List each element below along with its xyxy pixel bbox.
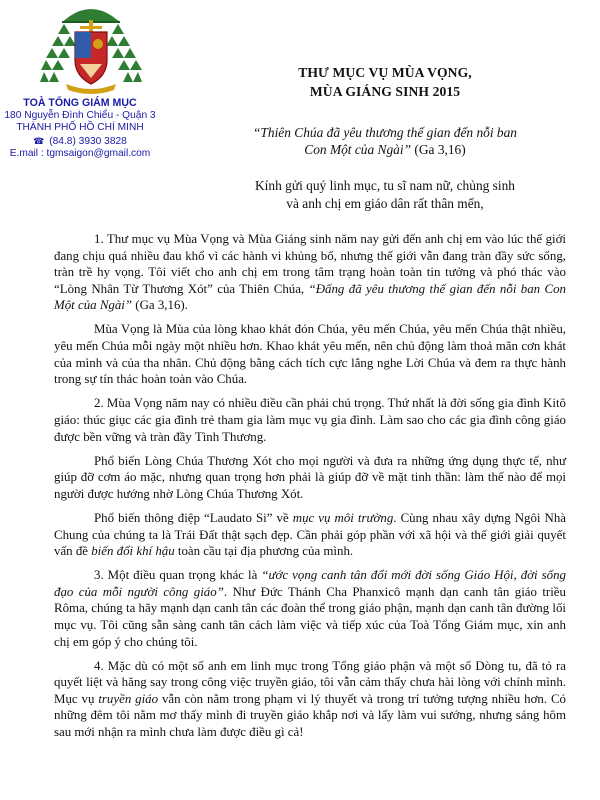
paragraph-5-text-c: toàn cầu tại địa phương của mình.	[174, 544, 354, 559]
paragraph-5-text-b: . Cùng nhau xây dựng Ngôi Nhà Chung của chúng ta là Trái Đất thật sạch đẹp. Cần phải góp phần với xã hội và thế giới giải quyết vấn đề	[54, 510, 567, 559]
paragraph-1-quote: “Đấng đã yêu thương thế gian đến nỗi ban Con Một của Ngài”	[54, 281, 566, 313]
title-line-2: MÙA GIÁNG SINH 2015	[309, 84, 461, 99]
quote-line-1: “Thiên Chúa đã yêu thương thế gian đến nỗi ban	[252, 125, 518, 140]
paragraph-4: Phổ biến Lòng Chúa Thương Xót cho mọi người và đưa ra những ứng dụng thực tế, như giúp đỡ cơm áo mặc, nhưng quan trọng hơn phải là giúp đỡ về mặt tinh thần: làm thế nào để mọi người được hướng nhờ Lòng Chúa Thương Xót.	[54, 453, 566, 501]
salutation-line-1: Kính gửi quý linh mục, tu sĩ nam nữ, chủng sinh	[255, 178, 515, 193]
paragraph-5	[54, 510, 566, 560]
quote-line-2	[205, 141, 565, 158]
email-label: E.mail :	[9, 148, 44, 160]
paragraph-5-emphasis-b: biến đổi khí hậu	[91, 544, 175, 559]
paragraph-5-emphasis-a: mục vụ môi trường	[292, 510, 394, 525]
email-address[interactable]: tgmsaigon@gmail.com	[46, 148, 151, 160]
paragraph-7-text-a: 4. Mặc dù có một số anh em linh mục trong Tổng giáo phận và một số Dòng tu, đã tỏ ra quyết liệt và hăng say trong công việc truyền giáo, tôi vẫn cảm thấy chưa hài lòng với chính mình. Mục vụ	[54, 658, 566, 706]
paragraph-5-text-a: Phổ biến thông điệp “Laudato Si” về	[94, 510, 293, 525]
quote-reference: (Ga 3,16)	[411, 142, 466, 157]
title-line-1: THƯ MỤC VỤ MÙA VỌNG,	[298, 65, 472, 80]
letter-body	[54, 231, 566, 748]
phone-line	[0, 135, 160, 149]
paragraph-1-ref: (Ga 3,16).	[132, 298, 188, 313]
address-line-1: 180 Nguyễn Đình Chiểu - Quận 3	[4, 109, 156, 121]
paragraph-6-text-b: . Như Đức Thánh Cha Phanxicô mạnh dạn canh tân giáo triều Rôma, chúng ta hãy mạnh dạn canh tân các đoàn thể trong giáo phận, mạnh dạn canh tân đường lối mục vụ. Tôi cũng sẵn sàng canh tân cách làm việc và tiếp xúc của Toà Tổng Giám mục, xin anh chị em góp ý cho chúng tôi.	[54, 584, 566, 649]
scripture-quote	[205, 124, 565, 158]
paragraph-1	[54, 231, 566, 314]
paragraph-6-text-a: 3. Một điều quan trọng khác là	[94, 568, 262, 583]
salutation	[205, 177, 565, 212]
paragraph-7	[54, 658, 566, 741]
paragraph-6	[54, 567, 566, 650]
email-line	[0, 148, 160, 161]
org-name: TOÀ TỔNG GIÁM MỤC	[23, 97, 137, 109]
telephone-icon: ☎	[33, 135, 45, 146]
archdiocese-coat-of-arms-icon	[40, 2, 142, 94]
masthead-address-block	[0, 97, 160, 161]
paragraph-6-quote: “ước vọng canh tân đổi mới đời sống Giáo Hội, đời sống đạo của mỗi người công giáo”	[54, 568, 566, 599]
paragraph-2: Mùa Vọng là Mùa của lòng khao khát đón Chúa, yêu mến Chúa, yêu mến Chúa thật nhiều, yêu mến Chúa mỗi ngày một nhiều hơn. Khao khát yêu mến, nên chủ động làm thoả mãn cơn khát của mình và của tha nhân. Chủ động bằng cách tích cực lắng nghe Lời Chúa và đem ra thực hành trong sự tín thác hoàn toàn vào Chúa.	[54, 322, 566, 387]
letter-title	[205, 63, 565, 101]
quote-line-2-text: Con Một của Ngài”	[304, 142, 412, 157]
masthead	[0, 0, 160, 175]
paragraph-7-emphasis: truyền giáo	[98, 691, 159, 706]
phone-number: (84.8) 3930 3828	[49, 135, 127, 147]
paragraph-3: 2. Mùa Vọng năm nay có nhiều điều cần phải chú trọng. Thứ nhất là đời sống gia đình Kitô giáo: thúc giục các gia đình trẻ tham gia làm mục vụ gia đình. Làm sao cho các gia đình công giáo được bền vững và tràn đầy Tình Thương.	[54, 396, 566, 444]
salutation-line-2: và anh chị em giáo dân rất thân mến,	[286, 195, 484, 211]
paragraph-1-text: 1. Thư mục vụ Mùa Vọng và Mùa Giáng sinh năm nay gửi đến anh chị em vào lúc thế giới đang chịu quá nhiều đau khổ vì các hành vi khủng bố, nhưng thế giới vẫn đang tràn đầy sức sống, tràn trề hy vọng. Tôi viết cho anh chị em trong tâm trạng hoàn toàn tin tưởng và phó thác vào “Lòng Nhân Từ Thương Xót” của Thiên Chúa,	[54, 232, 566, 296]
paragraph-7-text-b: vẫn còn nằm trong phạm vi lý thuyết và trong trí tưởng tượng nhiều hơn. Có những đêm tôi nằm mơ thấy mình đi truyền giáo khắp nơi và lấy làm vui sướng, nhưng sáng hôm sau mới nhận ra mình chưa làm được điều gì cả!	[54, 691, 566, 740]
address-line-2: THÀNH PHỐ HỒ CHÍ MINH	[16, 122, 144, 134]
